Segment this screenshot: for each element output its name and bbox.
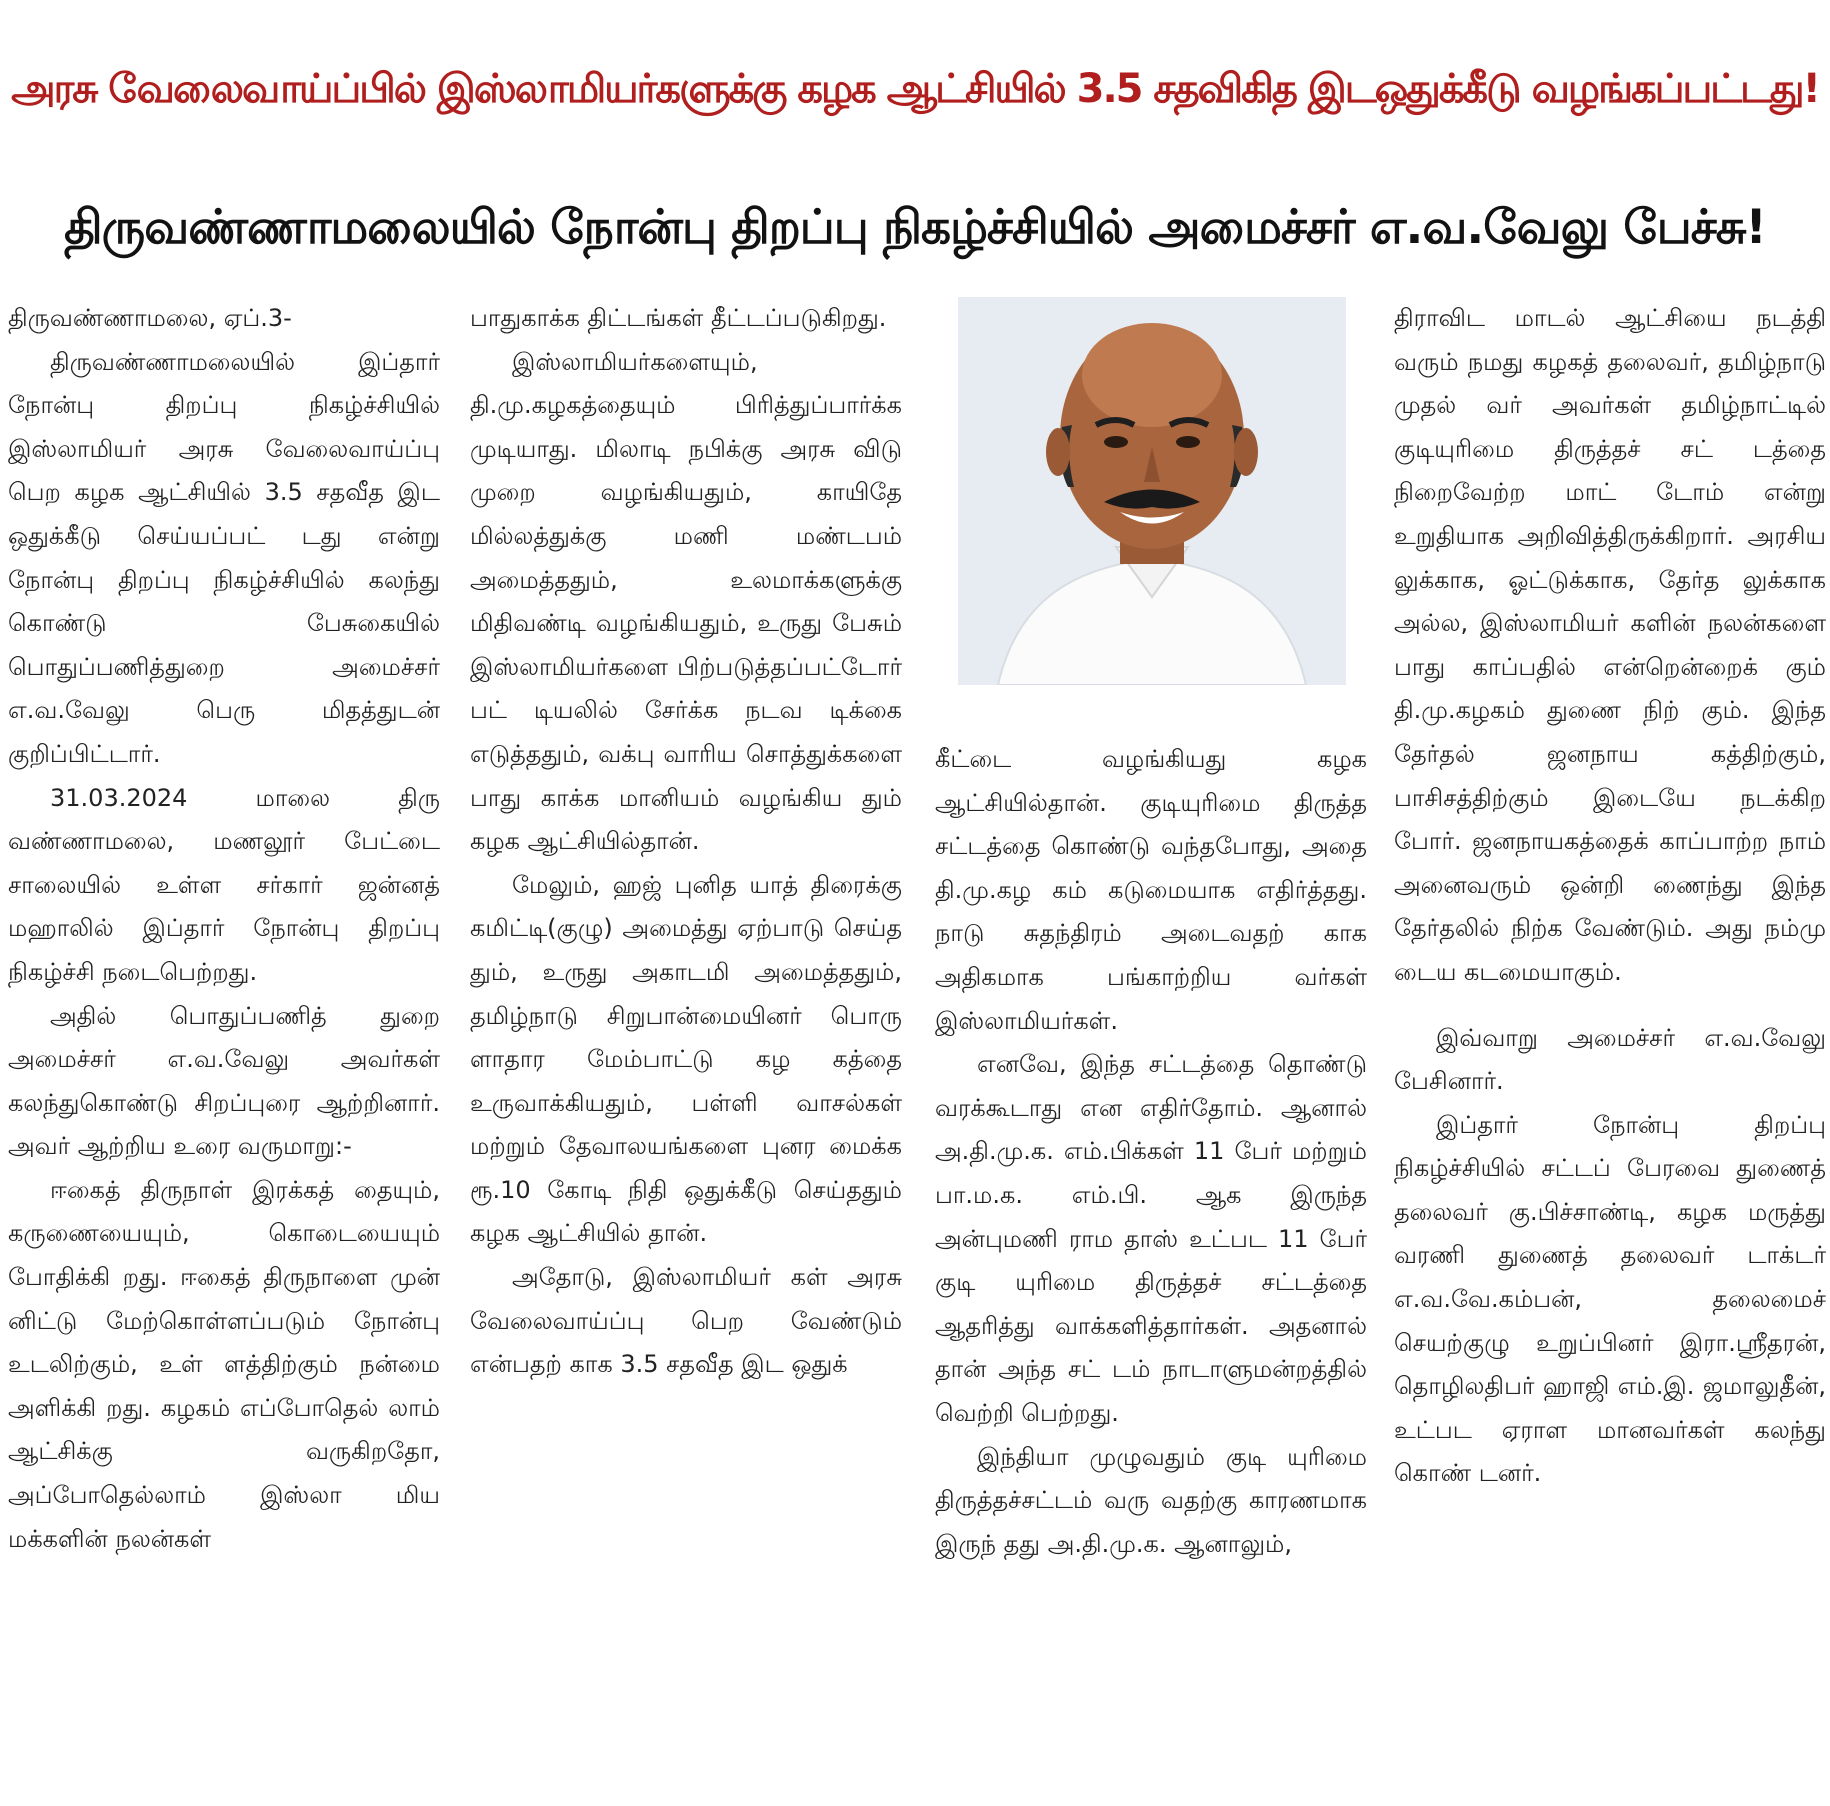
body-paragraph: 31.03.2024 மாலை திரு வண்ணாமலை, மணலூர் பேட்டை சாலையில் உள்ள சர்கார் ஜன்னத் மஹாலில் இப்தார் நோன்பு திறப்பு நிகழ்ச்சி நடைபெற்றது. xyxy=(8,783,440,986)
subheadline: திருவண்ணாமலையில் நோன்பு திறப்பு நிகழ்ச்சியில் அமைச்சர் எ.வ.வேலு பேச்சு! xyxy=(64,200,1766,255)
body-paragraph: அதோடு, இஸ்லாமியர் கள் அரசு வேலைவாய்ப்பு பெற வேண்டும் என்பதற் காக 3.5 சதவீத இட ஒதுக் xyxy=(470,1263,902,1379)
body-paragraph: கீட்டை வழங்கியது கழக ஆட்சியில்தான். குடியுரிமை திருத்த சட்டத்தை கொண்டு வந்தபோது, அதை தி.மு.கழ கம் கடுமையாக எதிர்த்தது. நாடு சுதந்திரம் அடைவதற் காக அதிகமாக பங்காற்றிய வர்கள் இஸ்லாமியர்கள். xyxy=(935,745,1367,1035)
body-paragraph: திருவண்ணாமலையில் இப்தார் நோன்பு திறப்பு நிகழ்ச்சியில் இஸ்லாமியர் அரசு வேலைவாய்ப்பு பெற கழக ஆட்சியில் 3.5 சதவீத இட ஒதுக்கீடு செய்யப்பட் டது என்று நோன்பு திறப்பு நிகழ்ச்சியில் கலந்து கொண்டு பேசுகையில் பொதுப்பணித்துறை அமைச்சர் எ.வ.வேலு பெரு மிதத்துடன் குறிப்பிட்டார். xyxy=(8,347,440,768)
body-paragraph: இவ்வாறு அமைச்சர் எ.வ.வேலு பேசினார். xyxy=(1394,1023,1826,1096)
article-column-4 xyxy=(1394,297,1826,1496)
headline: அரசு வேலைவாய்ப்பில் இஸ்லாமியர்களுக்கு கழக ஆட்சியில் 3.5 சதவிகித இடஒதுக்கீடு வழங்கப்பட்டது! xyxy=(11,66,1819,112)
person-portrait-icon xyxy=(958,297,1346,685)
portrait-photo xyxy=(958,297,1346,685)
body-paragraph: ஈகைத் திருநாள் இரக்கத் தையும், கருணையையும், கொடையையும் போதிக்கி றது. ஈகைத் திருநாளை முன் னிட்டு மேற்கொள்ளப்படும் நோன்பு உடலிற்கும், உள் ளத்திற்கும் நன்மை அளிக்கி றது. கழகம் எப்போதெல் லாம் ஆட்சிக்கு வருகிறதோ, அப்போதெல்லாம் இஸ்லா மிய மக்களின் நலன்கள் xyxy=(8,1175,440,1553)
body-paragraph: இப்தார் நோன்பு திறப்பு நிகழ்ச்சியில் சட்டப் பேரவை துணைத் தலைவர் கு.பிச்சாண்டி, கழக மருத்து வரணி துணைத் தலைவர் டாக்டர் எ.வ.வே.கம்பன், தலைமைச் செயற்குழு உறுப்பினர் இரா.ஸ்ரீதரன், தொழிலதிபர் ஹாஜி எம்.இ. ஜமாலுதீன், உட்பட ஏராள மானவர்கள் கலந்து கொண் டனர். xyxy=(1394,1110,1826,1488)
body-paragraph: திராவிட மாடல் ஆட்சியை நடத்தி வரும் நமது கழகத் தலைவர், தமிழ்நாடு முதல் வர் அவர்கள் தமிழ்நாட்டில் குடியுரிமை திருத்தச் சட் டத்தை நிறைவேற்ற மாட் டோம் என்று உறுதியாக அறிவித்திருக்கிறார். அரசிய லுக்காக, ஓட்டுக்காக, தேர்த லுக்காக அல்ல, இஸ்லாமியர் களின் நலன்களை பாது காப்பதில் என்றென்றைக் கும் தி.மு.கழகம் துணை நிற் கும். இந்த தேர்தல் ஜனநாய கத்திற்கும், பாசிசத்திற்கும் இடையே நடக்கிற போர். ஜனநாயகத்தைக் காப்பாற்ற நாம் அனைவரும் ஒன்றி ணைந்து இந்த தேர்தலில் நிற்க வேண்டும். அது நம்மு டைய கடமையாகும். xyxy=(1394,304,1826,986)
body-paragraph: மேலும், ஹஜ் புனித யாத் திரைக்கு கமிட்டி(குழு) அமைத்து ஏற்பாடு செய்த தும், உருது அகாடமி அமைத்ததும், தமிழ்நாடு சிறுபான்மையினர் பொரு ளாதார மேம்பாட்டு கழ கத்தை உருவாக்கியதும், பள்ளி வாசல்கள் மற்றும் தேவாலயங்களை புனர மைக்க ரூ.10 கோடி நிதி ஒதுக்கீடு செய்ததும் கழக ஆட்சியில் தான். xyxy=(470,870,902,1248)
article-column-2 xyxy=(470,297,902,1387)
body-paragraph: இஸ்லாமியர்களையும், தி.மு.கழகத்தையும் பிரித்துப்பார்க்க முடியாது. மிலாடி நபிக்கு அரசு விடு முறை வழங்கியதும், காயிதே மில்லத்துக்கு மணி மண்டபம் அமைத்ததும், உலமாக்களுக்கு மிதிவண்டி வழங்கியதும், உருது பேசும் இஸ்லாமியர்களை பிற்படுத்தப்பட்டோர் பட் டியலில் சேர்க்க நடவ டிக்கை எடுத்ததும், வக்பு வாரிய சொத்துக்களை பாது காக்க மானியம் வழங்கிய தும் கழக ஆட்சியில்தான். xyxy=(470,347,902,856)
article-column-3 xyxy=(935,738,1367,1566)
body-paragraph: பாதுகாக்க திட்டங்கள் தீட்டப்படுகிறது. xyxy=(470,304,887,332)
body-paragraph: இந்தியா முழுவதும் குடி யுரிமை திருத்தச்சட்டம் வரு வதற்கு காரணமாக இருந் தது அ.தி.மு.க. ஆனாலும், xyxy=(935,1442,1367,1558)
body-paragraph: அதில் பொதுப்பணித் துறை அமைச்சர் எ.வ.வேலு அவர்கள் கலந்துகொண்டு சிறப்புரை ஆற்றினார். அவர் ஆற்றிய உரை வருமாறு:- xyxy=(8,1001,440,1161)
body-paragraph: எனவே, இந்த சட்டத்தை தொண்டு வரக்கூடாது என எதிர்தோம். ஆனால் அ.தி.மு.க. எம்.பிக்கள் 11 பேர் மற்றும் பா.ம.க. எம்.பி. ஆக இருந்த அன்புமணி ராம தாஸ் உட்பட 11 பேர் குடி யுரிமை திருத்தச் சட்டத்தை ஆதரித்து வாக்களித்தார்கள். அதனால் தான் அந்த சட் டம் நாடாளுமன்றத்தில் வெற்றி பெற்றது. xyxy=(935,1050,1367,1427)
article-column-1 xyxy=(8,297,440,1561)
dateline: திருவண்ணாமலை, ஏப்.3- xyxy=(8,304,292,332)
